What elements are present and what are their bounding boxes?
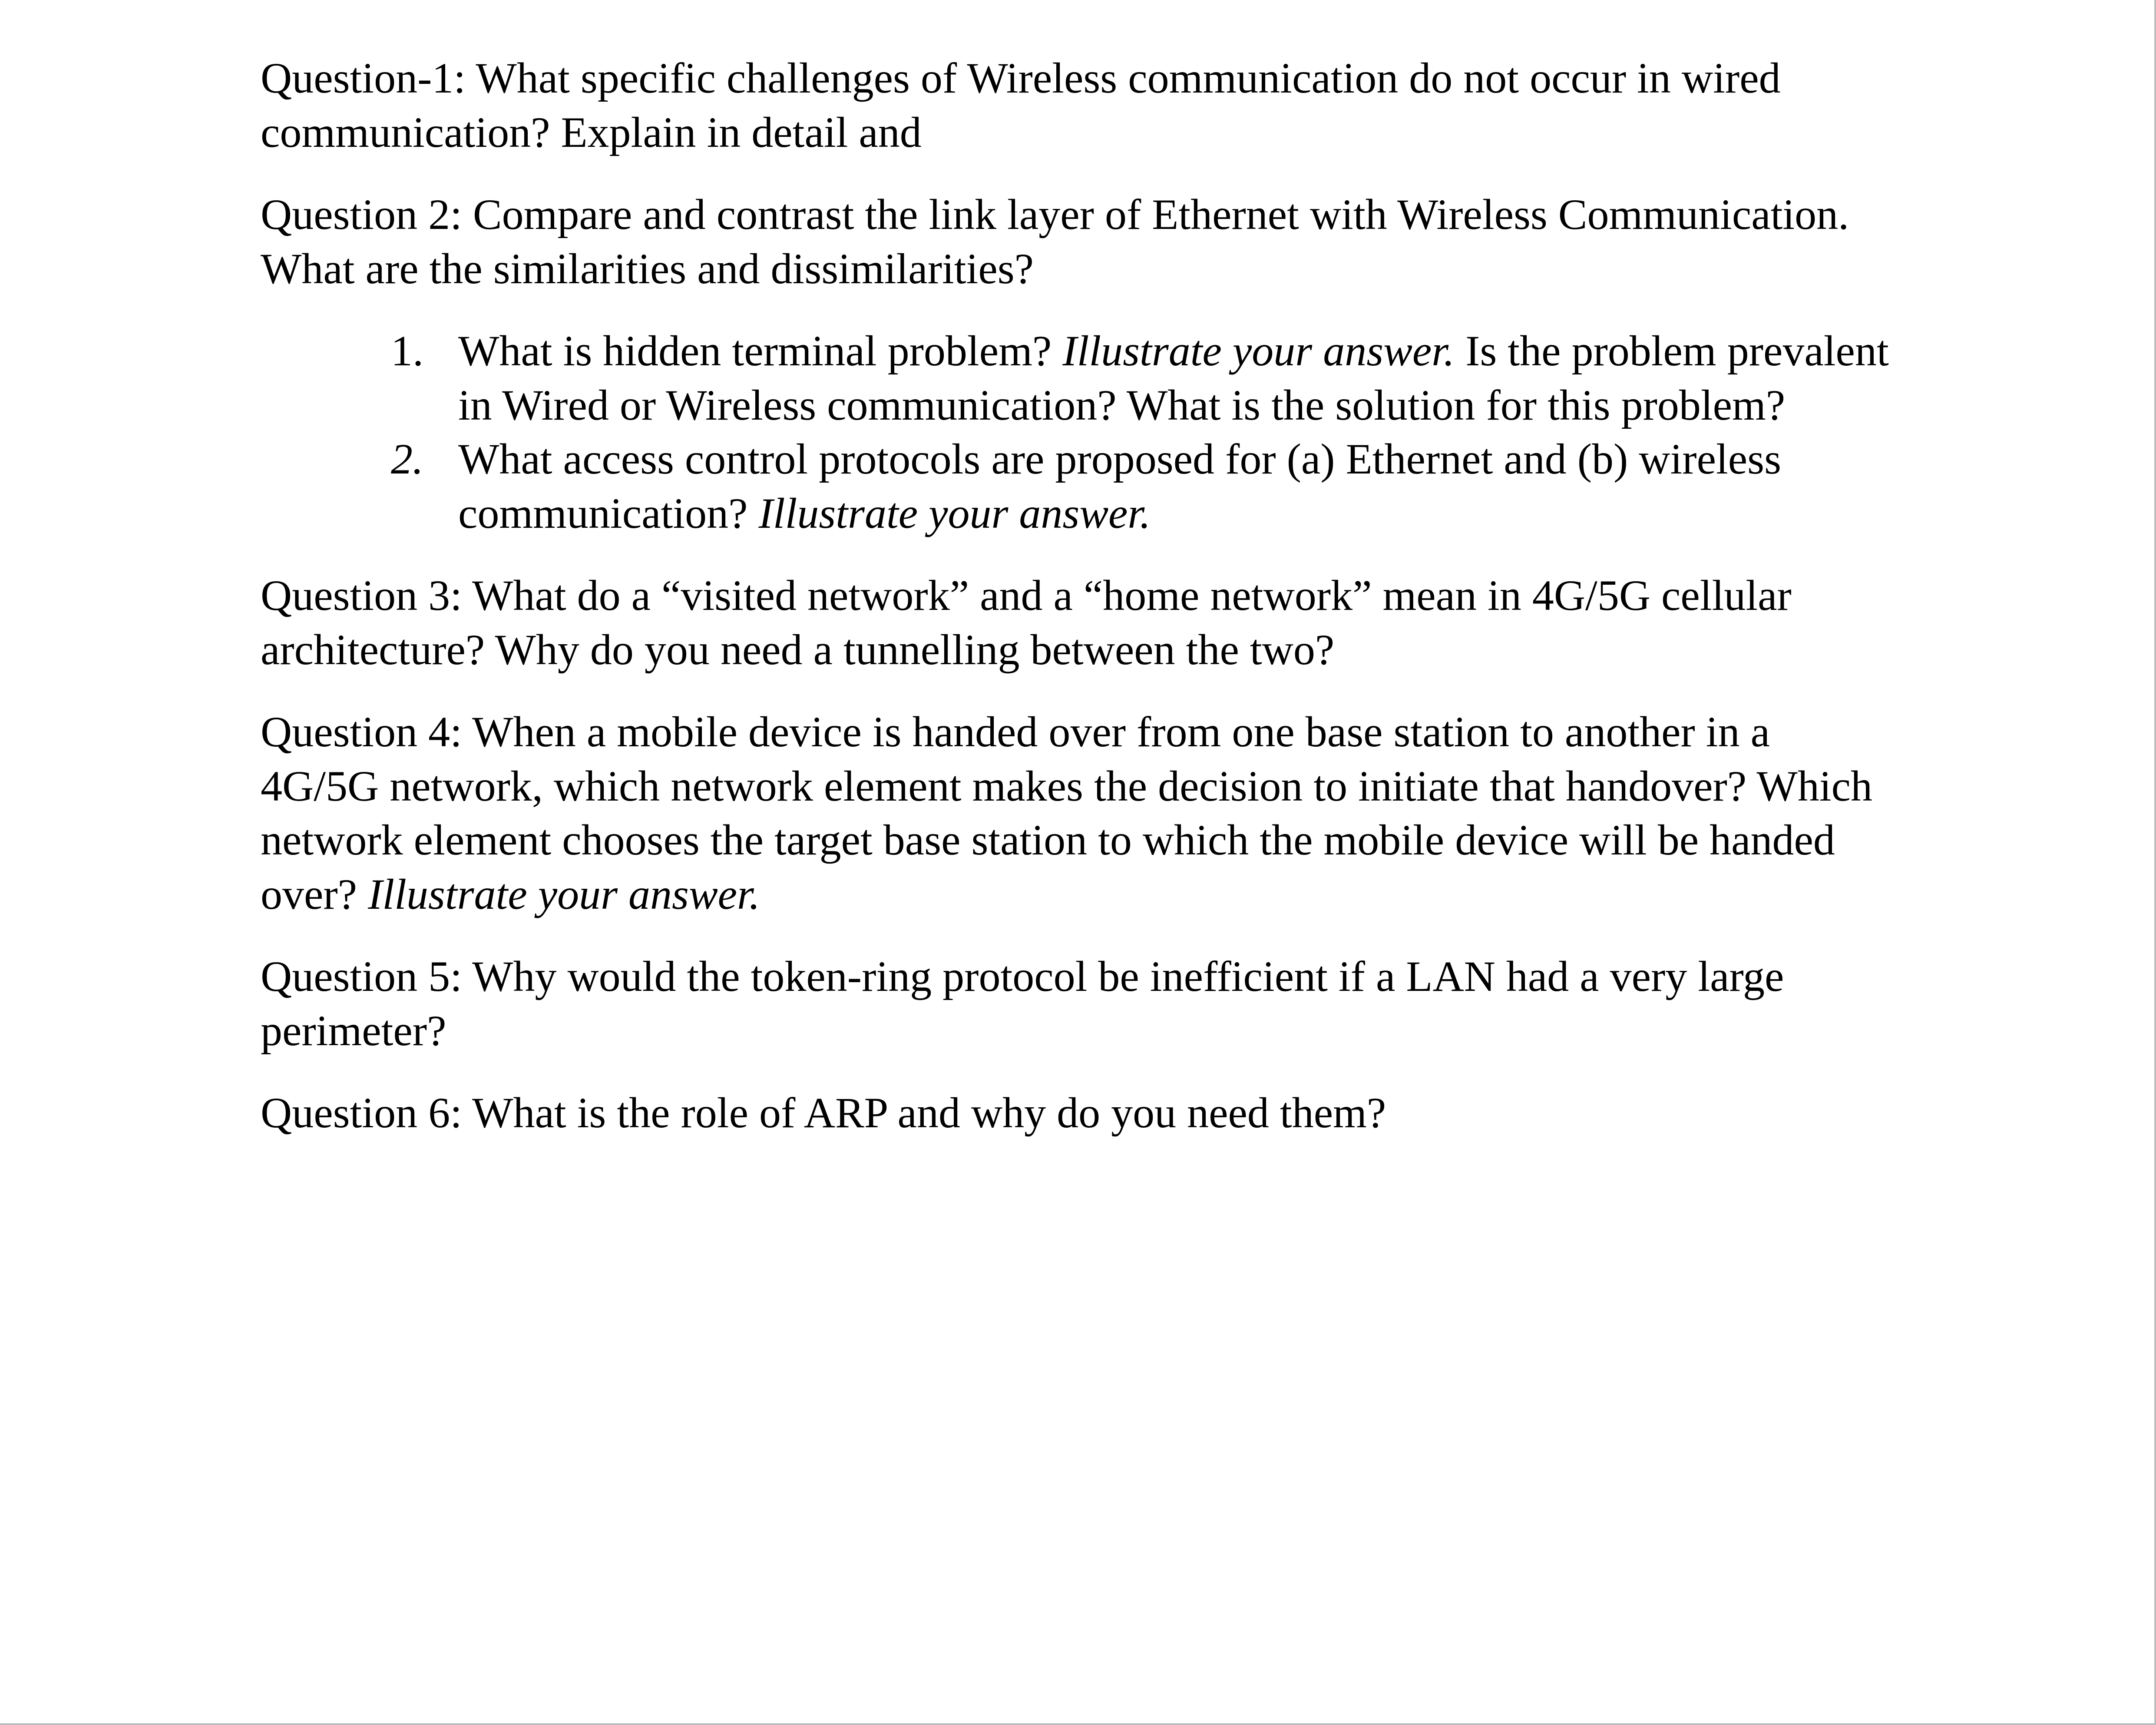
sub-question-2-text: communication? <box>458 489 759 537</box>
question-4-line-1: Question 4: When a mobile device is handed over from one base station to another in a <box>261 708 1770 756</box>
sub-question-1-text: What is hidden terminal problem? <box>458 327 1063 375</box>
document-body <box>261 51 1963 1169</box>
question-2-line-2: What are the similarities and dissimilarities? <box>261 244 1034 293</box>
sub-question-2-line-1: What access control protocols are proposed for (a) Ethernet and (b) wireless <box>458 435 1781 483</box>
question-3-line-1: Question 3: What do a “visited network” and a “home network” mean in 4G/5G cellular <box>261 571 1792 619</box>
sub-question-2 <box>261 432 1963 540</box>
sub-question-1-line-2: in Wired or Wireless communication? What is the solution for this problem? <box>458 381 1786 429</box>
sub-question-1 <box>261 324 1963 432</box>
question-3 <box>261 569 1963 677</box>
list-number: 1. <box>391 327 423 375</box>
illustrate-note: Illustrate your answer. <box>758 489 1151 537</box>
question-3-line-2: architecture? Why do you need a tunnelling between the two? <box>261 625 1335 674</box>
question-4-last-text: over? <box>261 870 368 918</box>
question-5-line-1: Question 5: Why would the token-ring protocol be inefficient if a LAN had a very large <box>261 952 1784 1000</box>
question-1-line-1: Question-1: What specific challenges of Wireless communication do not occur in wired <box>261 54 1781 102</box>
question-4-line-3: network element chooses the target base station to which the mobile device will be handed <box>261 816 1835 864</box>
question-5-line-2: perimeter? <box>261 1006 446 1055</box>
question-1-line-2: communication? Explain in detail and <box>261 108 922 156</box>
illustrate-note: Illustrate your answer. <box>1062 327 1455 375</box>
illustrate-note: Illustrate your answer. <box>368 870 760 918</box>
question-4-line-2: 4G/5G network, which network element makes the decision to initiate that handover? Which <box>261 762 1872 810</box>
question-4-line-4 <box>261 867 1963 922</box>
question-2-line-1: Question 2: Compare and contrast the link layer of Ethernet with Wireless Communication. <box>261 190 1849 238</box>
question-6 <box>261 1086 1963 1140</box>
sub-question-list <box>261 324 1963 540</box>
sub-question-2-line-2 <box>458 487 1963 541</box>
sub-question-1-line-1 <box>458 324 1963 378</box>
question-1 <box>261 51 1963 159</box>
question-6-line-1: Question 6: What is the role of ARP and why do you need them? <box>261 1089 1386 1137</box>
list-number: 2. <box>391 435 423 483</box>
question-4 <box>261 705 1963 921</box>
sub-question-1-text-after: Is the problem prevalent <box>1455 327 1889 375</box>
question-5 <box>261 950 1963 1058</box>
question-2 <box>261 188 1963 296</box>
